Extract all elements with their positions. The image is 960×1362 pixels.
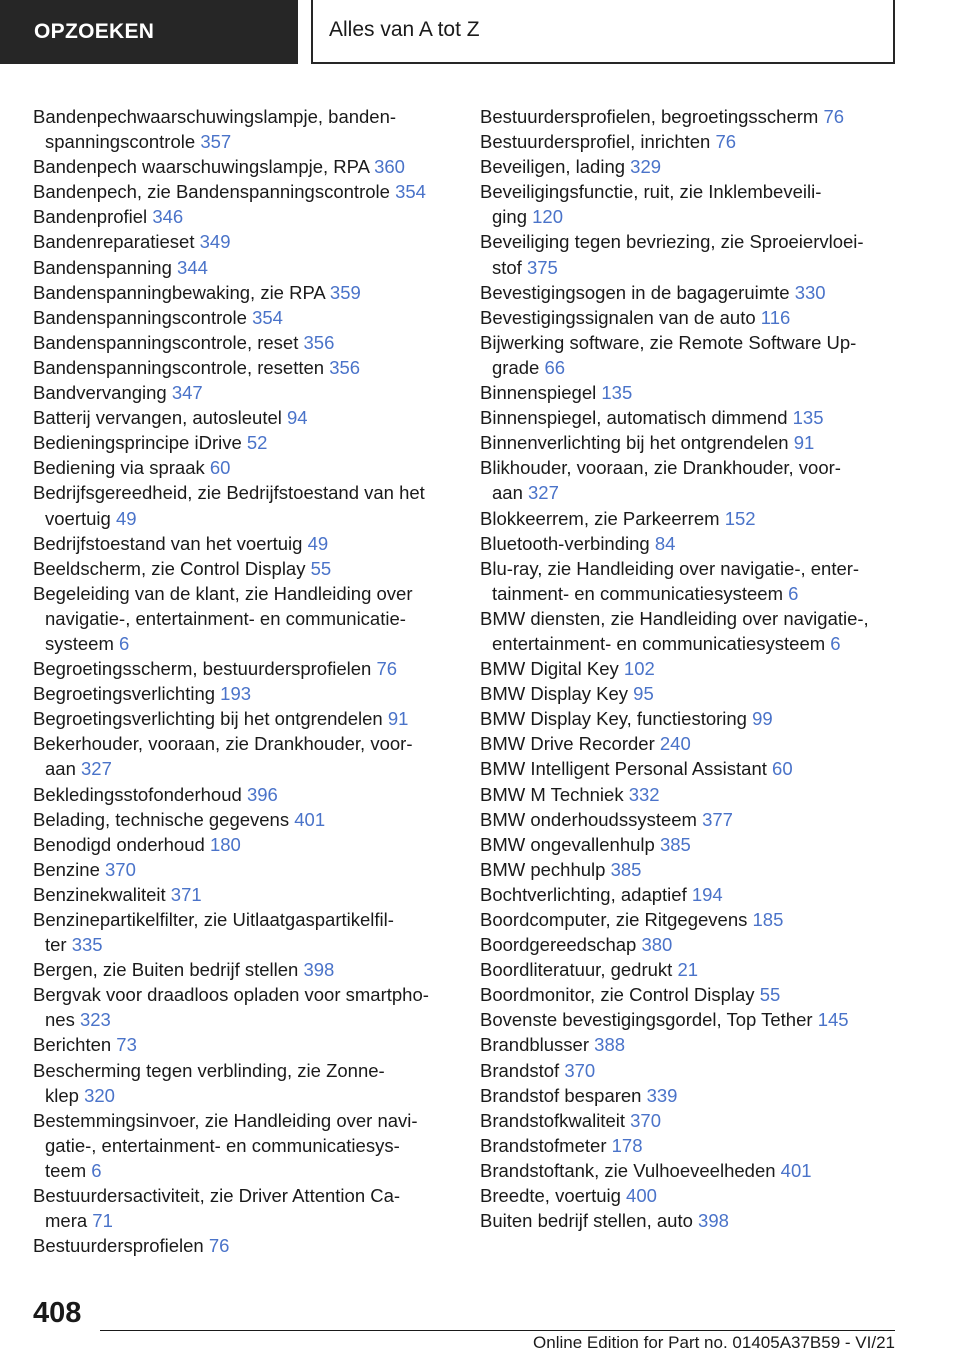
index-entry-text: Bandenprofiel <box>33 206 148 228</box>
index-entry <box>33 305 448 330</box>
index-entry-text: teem <box>45 1159 87 1181</box>
index-column-left <box>33 104 448 1258</box>
index-entry <box>480 882 900 907</box>
page-reference-link[interactable]: 329 <box>630 156 662 178</box>
index-entry-text: Bijwerking software, zie Remote Software Up- <box>480 331 857 353</box>
index-entry-text: Benzine <box>33 858 100 880</box>
index-entry <box>33 957 448 982</box>
page-reference-link[interactable]: 21 <box>677 959 699 981</box>
page-reference-link[interactable]: 359 <box>329 281 361 303</box>
page-reference-link[interactable]: 194 <box>691 883 723 905</box>
index-entry <box>33 907 448 957</box>
page-reference-link[interactable]: 385 <box>610 858 642 880</box>
page-reference-link[interactable]: 55 <box>310 557 332 579</box>
index-entry <box>480 932 900 957</box>
index-entry <box>480 1183 900 1208</box>
page-reference-link[interactable]: 145 <box>817 1009 849 1031</box>
index-entry-text: Bevestigingssignalen van de auto <box>480 306 756 328</box>
page-reference-link[interactable]: 120 <box>532 206 563 228</box>
page-reference-link[interactable]: 327 <box>81 758 112 780</box>
page-reference-link[interactable]: 346 <box>152 206 184 228</box>
index-entry-text: Binnenverlichting bij het ontgrendelen <box>480 432 789 454</box>
page-reference-link[interactable]: 91 <box>793 432 815 454</box>
page-reference-link[interactable]: 49 <box>115 507 137 529</box>
index-entry-text: Beveiligen, lading <box>480 156 626 178</box>
page-reference-link[interactable]: 185 <box>752 909 784 930</box>
page-reference-link[interactable]: 55 <box>759 984 781 1006</box>
page-reference-link[interactable]: 332 <box>628 783 660 805</box>
page-reference-link[interactable]: 152 <box>724 507 756 529</box>
page-reference-link[interactable]: 135 <box>601 382 633 404</box>
index-entry-text: Bestuurdersprofielen <box>33 1235 204 1257</box>
index-entry <box>480 1007 900 1032</box>
page-reference-link[interactable]: 76 <box>823 106 845 127</box>
page-reference-link[interactable]: 360 <box>374 156 405 178</box>
index-entry-text: Begroetingsverlichting bij het ontgrendelen <box>33 708 383 730</box>
index-entry-text: Beeldscherm, zie Control Display <box>33 557 306 579</box>
page-number: 408 <box>33 1297 82 1329</box>
index-entry-text: BMW diensten, zie Handleiding over navigatie-, <box>480 607 869 629</box>
index-entry <box>480 556 900 606</box>
index-entry-text: aan <box>492 482 523 504</box>
index-entry-text: Binnenspiegel <box>480 382 597 404</box>
index-entry <box>33 1032 448 1057</box>
index-entry-text: spanningscontrole <box>45 131 196 153</box>
page-reference-link[interactable]: 76 <box>715 131 737 153</box>
index-entry-text: Bandenreparatieset <box>33 231 195 253</box>
header-title-box <box>311 0 895 64</box>
index-entry-text: navigatie-, entertainment- en communicatie- <box>45 607 406 629</box>
page-reference-link[interactable]: 178 <box>611 1134 643 1156</box>
index-entry-text: Bedieningsprincipe iDrive <box>33 432 242 454</box>
index-entry-text: Blu-ray, zie Handleiding over navigatie-, enter- <box>480 557 860 579</box>
page-reference-link[interactable]: 335 <box>71 934 103 956</box>
index-entry <box>480 681 900 706</box>
page-reference-link[interactable]: 52 <box>246 432 268 454</box>
index-entry-text: Blokkeerrem, zie Parkeerrem <box>480 507 720 529</box>
index-entry-text: Benzinepartikelfilter, zie Uitlaatgaspartikelfil- <box>33 909 394 930</box>
index-entry <box>480 305 900 330</box>
page-reference-link[interactable]: 401 <box>780 1159 812 1181</box>
page-reference-link[interactable]: 354 <box>395 181 426 203</box>
index-entry <box>480 1158 900 1183</box>
index-entry-text: stof <box>492 256 522 278</box>
index-entry-text: gatie-, entertainment- en communicatiesys- <box>45 1134 400 1156</box>
index-entry-text: Benodigd onderhoud <box>33 833 205 855</box>
index-entry-text: ging <box>492 206 527 228</box>
index-entry-text: grade <box>492 356 540 378</box>
page-reference-link[interactable]: 380 <box>641 934 673 956</box>
page-reference-link[interactable]: 95 <box>633 683 654 705</box>
index-entry <box>480 1032 900 1057</box>
page-reference-link[interactable]: 49 <box>307 532 329 554</box>
page-reference-link[interactable]: 73 <box>116 1034 137 1056</box>
page-reference-link[interactable]: 339 <box>646 1084 678 1106</box>
index-entry <box>480 807 900 832</box>
index-entry <box>33 556 448 581</box>
index-entry-text: Bedrijfstoestand van het voertuig <box>33 532 303 554</box>
index-entry-text: BMW pechhulp <box>480 858 606 880</box>
page-reference-link[interactable]: 60 <box>772 758 793 780</box>
index-entry-text: Bergvak voor draadloos opladen voor smartpho- <box>33 984 429 1006</box>
index-entry-text: Bochtverlichting, adaptief <box>480 883 687 905</box>
page-reference-link[interactable]: 398 <box>698 1210 729 1232</box>
index-entry <box>480 907 900 932</box>
index-entry-text: Boordgereedschap <box>480 934 637 956</box>
page-reference-link[interactable]: 116 <box>760 306 791 328</box>
index-entry <box>480 179 900 229</box>
index-entry <box>480 280 900 305</box>
index-entry-text: Begeleiding van de klant, zie Handleiding over <box>33 582 413 604</box>
index-entry <box>33 455 448 480</box>
page-reference-link[interactable]: 400 <box>626 1185 657 1207</box>
index-entry <box>33 229 448 254</box>
index-entry <box>480 380 900 405</box>
page-reference-link[interactable]: 398 <box>303 959 335 981</box>
index-entry <box>33 405 448 430</box>
index-entry-text: Bevestigingsogen in de bagageruimte <box>480 281 790 303</box>
index-entry-text: Berichten <box>33 1034 112 1056</box>
index-entry <box>33 430 448 455</box>
page-reference-link[interactable]: 91 <box>387 708 409 730</box>
index-entry <box>33 255 448 280</box>
index-entry <box>33 731 448 781</box>
page-reference-link[interactable]: 71 <box>92 1210 113 1232</box>
index-entry-text: BMW Display Key, functiestoring <box>480 708 747 730</box>
index-entry <box>33 857 448 882</box>
index-entry <box>480 330 900 380</box>
page-reference-link[interactable]: 375 <box>526 256 558 278</box>
index-entry-text: Brandstof <box>480 1059 560 1081</box>
index-entry <box>480 1108 900 1133</box>
index-entry-text: BMW onderhoudssysteem <box>480 808 697 830</box>
footer-divider <box>100 1330 895 1331</box>
page-reference-link[interactable]: 94 <box>287 407 308 429</box>
index-entry <box>480 1133 900 1158</box>
index-entry-text: BMW Drive Recorder <box>480 733 655 755</box>
index-entry <box>33 480 448 530</box>
page-reference-link[interactable]: 240 <box>659 733 691 755</box>
page-reference-link[interactable]: 135 <box>792 407 824 429</box>
index-entry <box>33 330 448 355</box>
index-entry <box>33 280 448 305</box>
index-entry-text: Blikhouder, vooraan, zie Drankhouder, voor- <box>480 457 841 479</box>
index-entry-text: Bovenste bevestigingsgordel, Top Tether <box>480 1009 813 1031</box>
index-entry <box>480 154 900 179</box>
index-entry <box>480 104 900 129</box>
index-entry-text: Breedte, voertuig <box>480 1185 621 1207</box>
index-entry-text: Bestemmingsinvoer, zie Handleiding over navi- <box>33 1109 418 1131</box>
page-reference-link[interactable]: 370 <box>105 858 136 880</box>
index-entry-text: Bandenspanningscontrole, resetten <box>33 356 325 378</box>
index-entry <box>33 982 448 1032</box>
page-reference-link[interactable]: 344 <box>177 256 208 278</box>
index-entry <box>33 782 448 807</box>
page-reference-link[interactable]: 327 <box>528 482 559 504</box>
index-entry-text: Binnenspiegel, automatisch dimmend <box>480 407 788 429</box>
index-entry-text: Bandenspanningscontrole <box>33 306 247 328</box>
index-entry <box>480 1083 900 1108</box>
page-reference-link[interactable]: 388 <box>594 1034 626 1056</box>
index-entry <box>33 807 448 832</box>
index-entry-text: Bandvervanging <box>33 382 167 404</box>
index-entry-text: BMW Digital Key <box>480 658 619 680</box>
index-entry-text: Brandblusser <box>480 1034 590 1056</box>
page-reference-link[interactable]: 356 <box>329 356 361 378</box>
index-entry-text: BMW ongevallenhulp <box>480 833 655 855</box>
page-reference-link[interactable]: 84 <box>654 532 676 554</box>
page-reference-link[interactable]: 76 <box>376 658 398 680</box>
page-reference-link[interactable]: 6 <box>830 632 841 654</box>
page-reference-link[interactable]: 330 <box>794 281 826 303</box>
page-reference-link[interactable]: 60 <box>209 457 231 479</box>
index-entry <box>33 355 448 380</box>
index-entry <box>33 154 448 179</box>
page-reference-link[interactable]: 354 <box>252 306 283 328</box>
index-entry-text: Benzinekwaliteit <box>33 883 166 905</box>
index-entry <box>480 706 900 731</box>
index-entry-text: Bestuurdersprofielen, begroetingsscherm <box>480 106 819 127</box>
index-entry <box>480 1058 900 1083</box>
index-entry <box>480 405 900 430</box>
index-entry-text: Bescherming tegen verblinding, zie Zonne- <box>33 1059 385 1081</box>
page-reference-link[interactable]: 396 <box>246 783 278 805</box>
index-entry <box>480 1208 900 1233</box>
index-entry <box>480 857 900 882</box>
index-entry-text: klep <box>45 1084 79 1106</box>
index-entry <box>33 204 448 229</box>
page-title: Alles van A tot Z <box>329 18 480 41</box>
index-entry <box>480 229 900 279</box>
page-reference-link[interactable]: 6 <box>91 1159 102 1181</box>
index-entry <box>33 706 448 731</box>
index-entry-text: Boordliteratuur, gedrukt <box>480 959 673 981</box>
index-entry <box>480 506 900 531</box>
index-entry <box>480 982 900 1007</box>
index-entry-text: Beveiligingsfunctie, ruit, zie Inklembeveili- <box>480 181 822 203</box>
index-entry-text: Bandenpech waarschuwingslampje, RPA <box>33 156 369 178</box>
index-entry <box>33 882 448 907</box>
index-entry-text: Beveiliging tegen bevriezing, zie Sproeiervloei- <box>480 231 864 253</box>
index-entry <box>33 1058 448 1108</box>
index-entry <box>480 129 900 154</box>
index-entry <box>33 832 448 857</box>
index-entry <box>33 581 448 656</box>
page-reference-link[interactable]: 6 <box>788 582 799 604</box>
page-reference-link[interactable]: 385 <box>659 833 691 855</box>
index-entry-text: Bandenspanning <box>33 256 172 278</box>
index-entry-text: Begroetingsscherm, bestuurdersprofielen <box>33 658 372 680</box>
index-entry <box>33 380 448 405</box>
index-entry-text: Batterij vervangen, autosleutel <box>33 407 282 429</box>
index-entry-text: entertainment- en communicatiesysteem <box>492 632 826 654</box>
index-entry-text: Bestuurdersactiviteit, zie Driver Attention Ca- <box>33 1185 401 1207</box>
page-reference-link[interactable]: 193 <box>220 683 252 705</box>
index-entry-text: Bekerhouder, vooraan, zie Drankhouder, voor- <box>33 733 413 755</box>
index-entry <box>33 179 448 204</box>
index-entry-text: Bediening via spraak <box>33 457 205 479</box>
index-entry-text: Bandenspanningscontrole, reset <box>33 331 299 353</box>
page-reference-link[interactable]: 401 <box>294 808 326 830</box>
page-reference-link[interactable]: 99 <box>752 708 773 730</box>
index-entry <box>480 756 900 781</box>
page-reference-link[interactable]: 377 <box>702 808 733 830</box>
index-entry-text: Boordmonitor, zie Control Display <box>480 984 755 1006</box>
index-entry-text: Bluetooth-verbinding <box>480 532 650 554</box>
page-reference-link[interactable]: 323 <box>79 1009 111 1031</box>
index-entry <box>480 731 900 756</box>
index-entry-text: Begroetingsverlichting <box>33 683 216 705</box>
index-entry-text: Bedrijfsgereedheid, zie Bedrijfstoestand van het <box>33 482 425 504</box>
index-entry-text: BMW M Techniek <box>480 783 624 805</box>
page-reference-link[interactable]: 320 <box>84 1084 115 1106</box>
page-reference-link[interactable]: 347 <box>171 382 203 404</box>
section-tab: OPZOEKEN <box>0 0 298 64</box>
index-entry <box>480 656 900 681</box>
index-entry-text: BMW Display Key <box>480 683 629 705</box>
index-entry-text: Bekledingsstofonderhoud <box>33 783 242 805</box>
index-entry-text: Buiten bedrijf stellen, auto <box>480 1210 693 1232</box>
page-reference-link[interactable]: 370 <box>564 1059 596 1081</box>
index-entry <box>33 656 448 681</box>
page-reference-link[interactable]: 180 <box>209 833 241 855</box>
page-reference-link[interactable]: 357 <box>200 131 232 153</box>
page-reference-link[interactable]: 370 <box>630 1109 661 1131</box>
index-entry <box>480 782 900 807</box>
index-entry-text: Brandstof besparen <box>480 1084 642 1106</box>
index-entry <box>480 430 900 455</box>
index-entry <box>33 104 448 154</box>
index-entry-text: Brandstofkwaliteit <box>480 1109 625 1131</box>
index-entry-text: Boordcomputer, zie Ritgegevens <box>480 909 748 930</box>
page-reference-link[interactable]: 6 <box>119 632 130 654</box>
index-entry <box>480 531 900 556</box>
index-entry <box>33 681 448 706</box>
index-entry-text: Brandstofmeter <box>480 1134 607 1156</box>
index-entry-text: Brandstoftank, zie Vulhoeveelheden <box>480 1159 776 1181</box>
index-entry-text: voertuig <box>45 507 111 529</box>
index-entry <box>480 606 900 656</box>
index-entry-text: Bandenspanningbewaking, zie RPA <box>33 281 325 303</box>
index-entry-text: Bandenpechwaarschuwingslampje, banden- <box>33 106 397 127</box>
page-reference-link[interactable]: 356 <box>303 331 335 353</box>
index-column-right <box>480 104 900 1233</box>
page-reference-link[interactable]: 102 <box>623 658 655 680</box>
index-entry-text: nes <box>45 1009 75 1031</box>
index-entry-text: Belading, technische gegevens <box>33 808 290 830</box>
index-entry <box>33 1108 448 1183</box>
index-entry <box>33 531 448 556</box>
index-entry-text: tainment- en communicatiesysteem <box>492 582 783 604</box>
index-entry <box>480 957 900 982</box>
index-entry <box>480 455 900 505</box>
index-entry-text: aan <box>45 758 76 780</box>
index-entry <box>480 832 900 857</box>
index-entry-text: BMW Intelligent Personal Assistant <box>480 758 767 780</box>
index-entry-text: Bergen, zie Buiten bedrijf stellen <box>33 959 299 981</box>
index-entry-text: mera <box>45 1210 88 1232</box>
index-entry-text: Bestuurdersprofiel, inrichten <box>480 131 711 153</box>
index-entry <box>33 1183 448 1233</box>
index-entry <box>33 1233 448 1258</box>
index-entry-text: Bandenpech, zie Bandenspanningscontrole <box>33 181 390 203</box>
footer-edition: Online Edition for Part no. 01405A37B59 - VI/21 <box>533 1333 895 1352</box>
page-reference-link[interactable]: 371 <box>170 883 202 905</box>
index-entry-text: ter <box>45 934 67 956</box>
page-reference-link[interactable]: 76 <box>208 1235 230 1257</box>
page-reference-link[interactable]: 349 <box>199 231 231 253</box>
index-entry-text: systeem <box>45 632 114 654</box>
page-reference-link[interactable]: 66 <box>544 356 566 378</box>
